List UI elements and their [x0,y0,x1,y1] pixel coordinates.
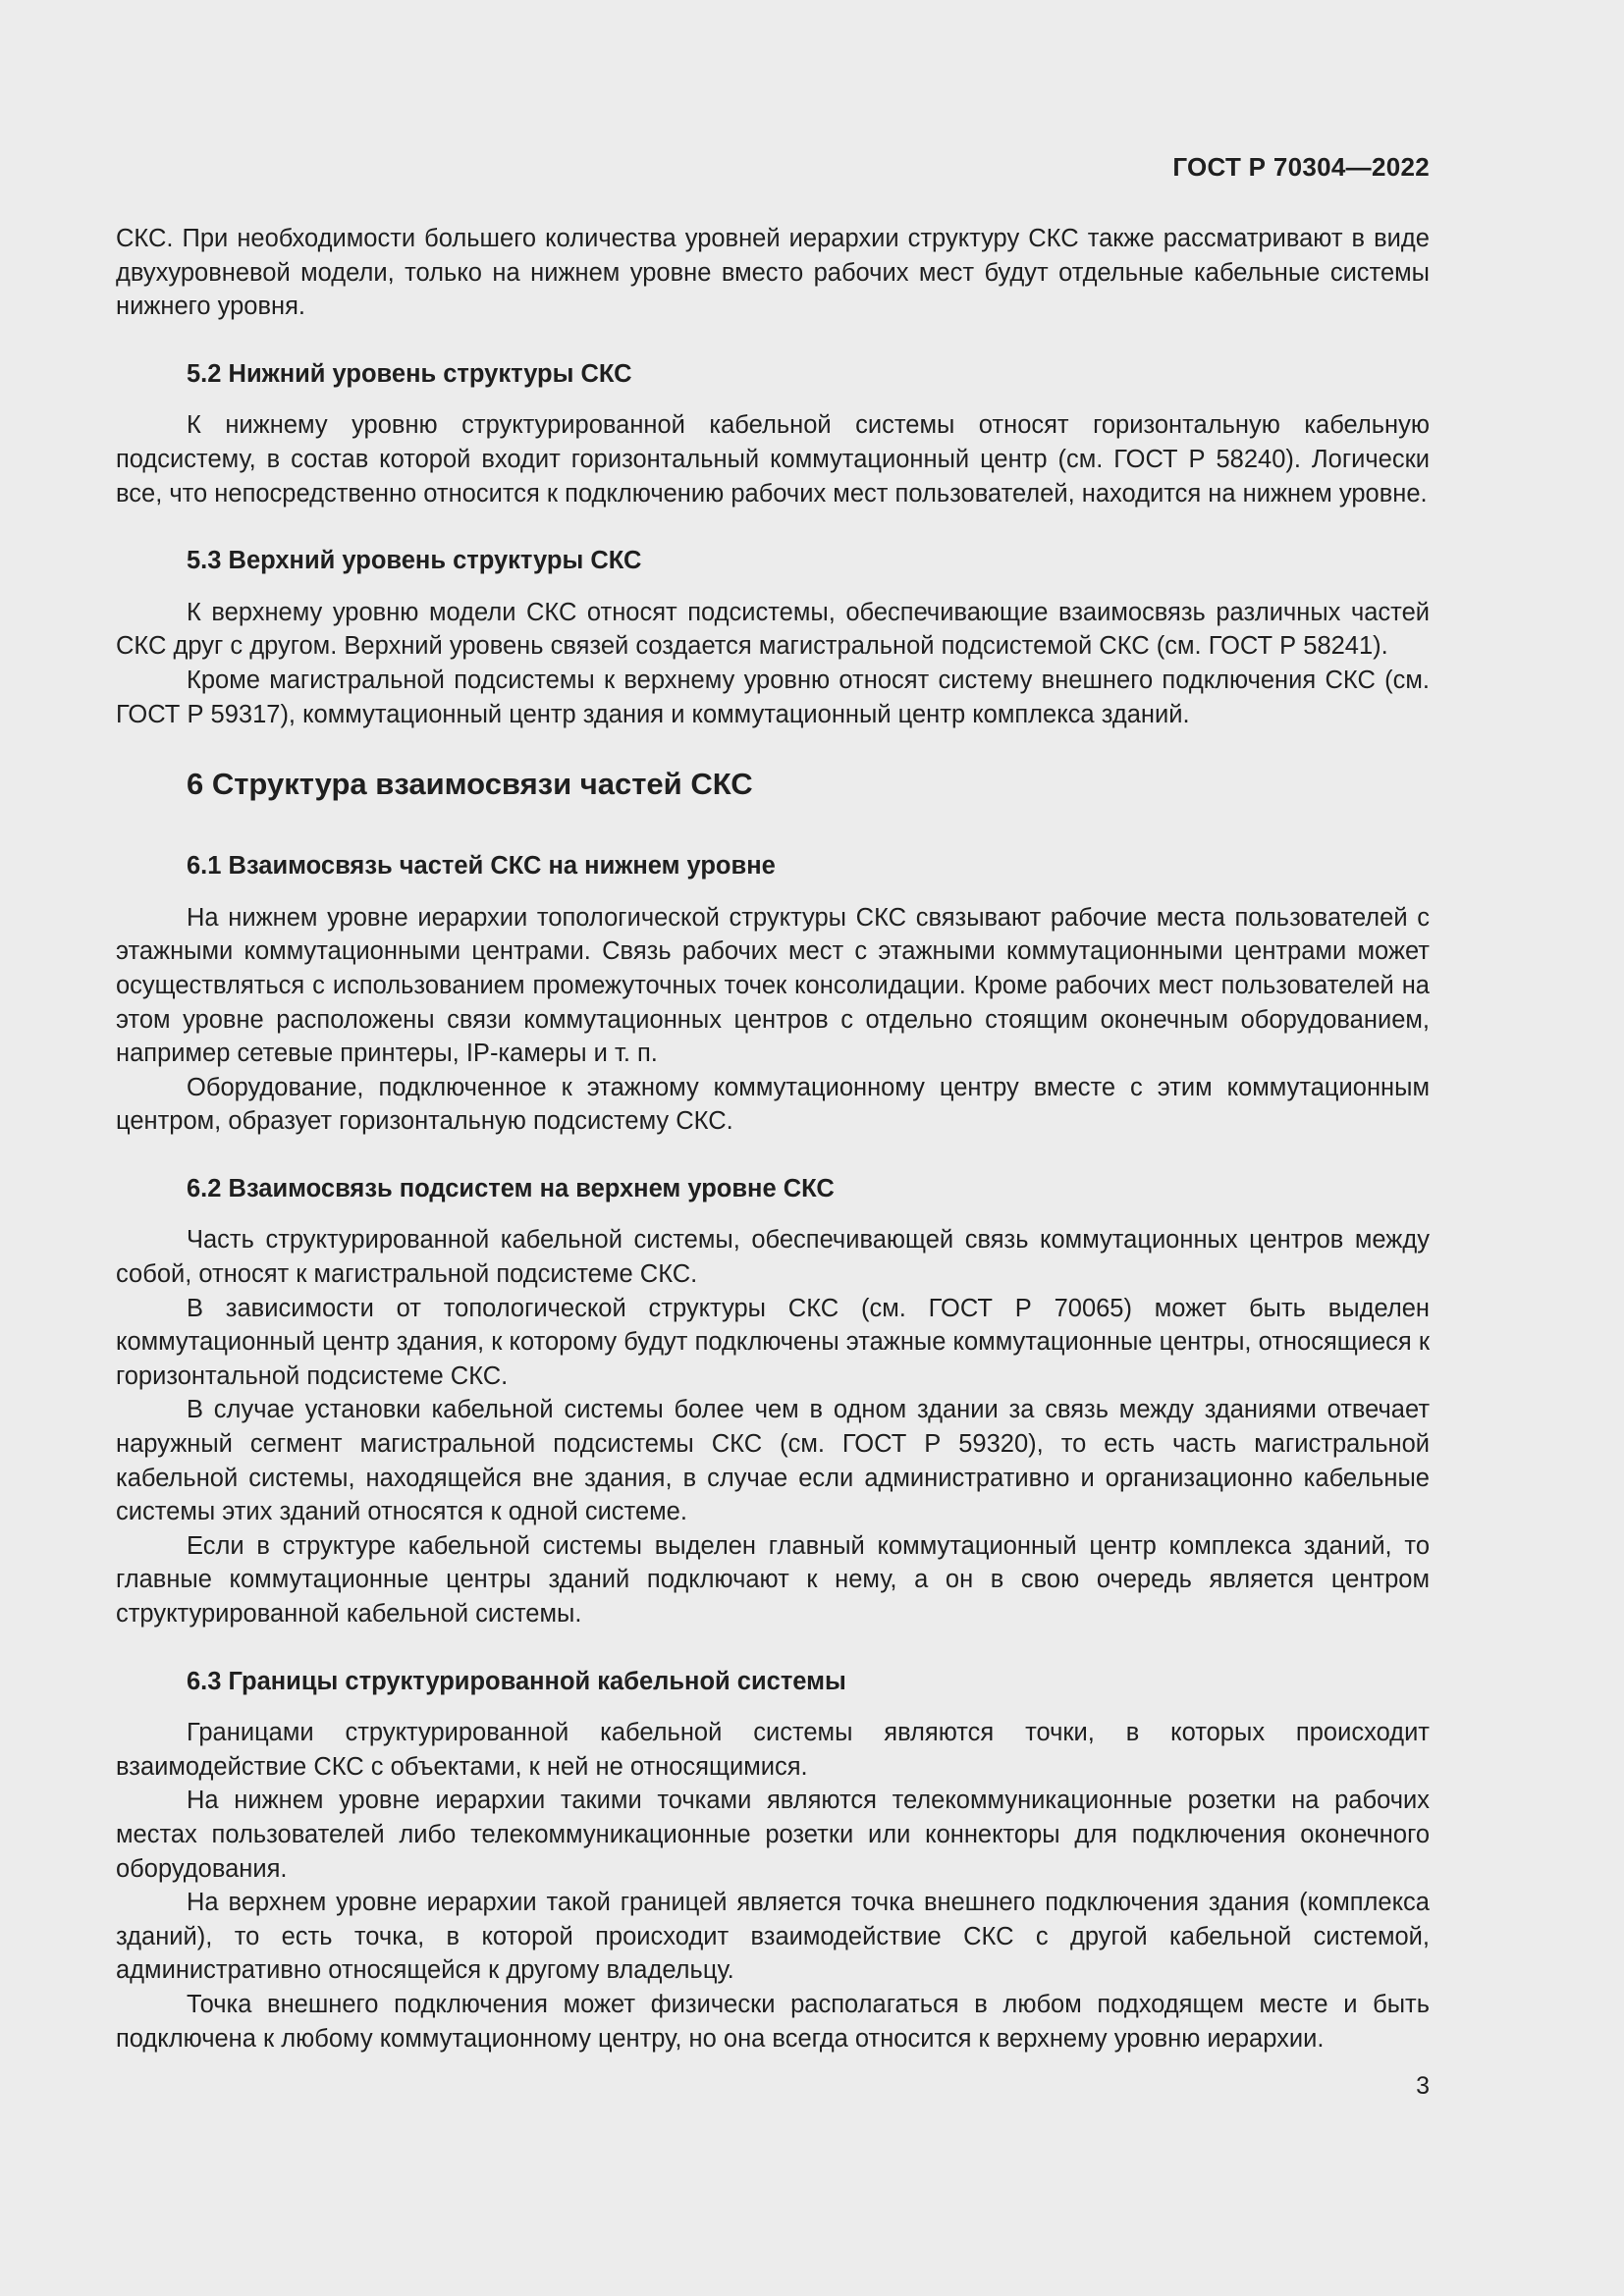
page-number: 3 [1416,2072,1430,2100]
section-6-3-paragraph-3: На верхнем уровне иерархии такой границей является точка внешнего подключения здания (комплекса зданий), то есть точка, в которой происходит взаимодействие СКС с другой кабельной системой, административно относящейся к другому владельцу. [116,1889,1430,1985]
section-6-3-paragraph-4: Точка внешнего подключения может физически располагаться в любом подходящем месте и быть подключена к любому коммутационному центру, но она всегда относится к верхнему уровню иерархии. [116,1990,1430,2053]
section-5-2-heading: 5.2 Нижний уровень структуры СКС [187,359,632,388]
section-5-3-heading: 5.3 Верхний уровень структуры СКС [187,547,642,575]
section-6-1-paragraph-1: На нижнем уровне иерархии топологической структуры СКС связывают рабочие места пользователей с этажными коммутационными центрами. Связь рабочих мест с этажными коммутационными центрами может осуществляться с использованием промежуточных точек консолидации. Кроме рабочих мест пользователей на этом уровне расположены связи коммутационных центров с отдельно стоящим оконечным оборудованием, например сетевые принтеры, IP-камеры и т. п. [116,903,1430,1068]
document-code: ГОСТ Р 70304—2022 [1172,152,1430,182]
section-6-1-paragraph-2: Оборудование, подключенное к этажному коммутационному центру вместе с этим коммутационным центром, образует горизонтальную подсистему СКС. [116,1073,1430,1136]
section-6-3-paragraph-1: Границами структурированной кабельной системы являются точки, в которых происходит взаимодействие СКС с объектами, к ней не относящимися. [116,1719,1430,1781]
section-6-3-paragraph-2: На нижнем уровне иерархии такими точками являются телекоммуникационные розетки на рабочих местах пользователей либо телекоммуникационные розетки или коннекторы для подключения оконечного оборудования. [116,1787,1430,1883]
section-5-3-paragraph-1: К верхнему уровню модели СКС относят подсистемы, обеспечивающие взаимосвязь различных частей СКС друг с другом. Верхний уровень связей создается магистральной подсистемой СКС (см. ГОСТ Р 58241). [116,598,1430,661]
section-6-2-heading: 6.2 Взаимосвязь подсистем на верхнем уровне СКС [187,1174,835,1202]
section-6-2-paragraph-2: В зависимости от топологической структуры СКС (см. ГОСТ Р 70065) может быть выделен коммутационный центр здания, к которому будут подключены этажные коммутационные центры, относящиеся к горизонтальной подсистеме СКС. [116,1294,1430,1390]
section-5-3-paragraph-2: Кроме магистральной подсистемы к верхнему уровню относят систему внешнего подключения СКС (см. ГОСТ Р 59317), коммутационный центр здания и коммутационный центр комплекса зданий. [116,666,1430,728]
section-5-2-paragraph-1: К нижнему уровню структурированной кабельной системы относят горизонтальную кабельную подсистему, в состав которой входит горизонтальный коммутационный центр (см. ГОСТ Р 58240). Логически все, что непосредственно относится к подключению рабочих мест пользователей, находится на нижнем уровне. [116,411,1430,507]
section-6-heading: 6 Структура взаимосвязи частей СКС [187,767,753,802]
document-body [116,222,1430,2056]
section-6-2-paragraph-3: В случае установки кабельной системы более чем в одном здании за связь между зданиями отвечает наружный сегмент магистральной подсистемы СКС (см. ГОСТ Р 59320), то есть часть магистральной кабельной системы, находящейся вне здания, в случае если административно и организационно кабельные системы этих зданий относятся к одной системе. [116,1396,1430,1526]
section-6-1-heading: 6.1 Взаимосвязь частей СКС на нижнем уровне [187,852,776,881]
section-6-2-paragraph-1: Часть структурированной кабельной системы, обеспечивающей связь коммутационных центров между собой, относят к магистральной подсистеме СКС. [116,1226,1430,1289]
section-6-3-heading: 6.3 Границы структурированной кабельной системы [187,1667,846,1695]
section-6-2-paragraph-4: Если в структуре кабельной системы выделен главный коммутационный центр комплекса зданий, то главные коммутационные центры зданий подключают к нему, а он в свою очередь является центром структурированной кабельной системы. [116,1531,1430,1628]
intro-paragraph: СКС. При необходимости большего количества уровней иерархии структуру СКС также рассматривают в виде двухуровневой модели, только на нижнем уровне вместо рабочих мест будут отдельные кабельные системы нижнего уровня. [116,225,1430,321]
